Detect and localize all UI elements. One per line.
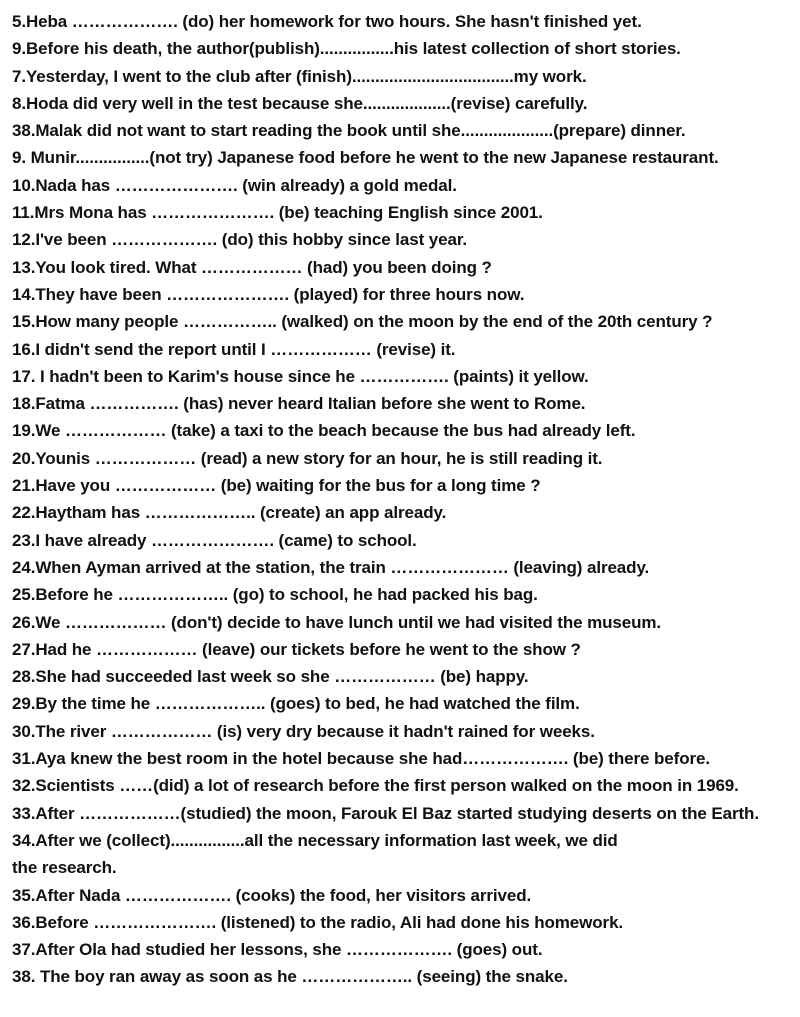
exercise-line: 37.After Ola had studied her lessons, she ………………. (goes) out. [12,940,543,960]
exercise-line: 29.By the time he ……………….. (goes) to bed, he had watched the film. [12,694,580,714]
exercise-line: 28.She had succeeded last week so she ……………… (be) happy. [12,667,529,687]
exercise-line: 38. The boy ran away as soon as he ……………….. (seeing) the snake. [12,967,568,987]
exercise-line: 12.I've been ………………. (do) this hobby since last year. [12,230,468,250]
exercise-list [12,8,790,991]
exercise-line: 8.Hoda did very well in the test because she...................(revise) carefully. [12,93,588,113]
exercise-line: 35.After Nada ………………. (cooks) the food, her visitors arrived. [12,885,532,905]
exercise-line: 16.I didn't send the report until I ……………… (revise) it. [12,339,456,359]
exercise-line: 14.They have been …………………. (played) for three hours now. [12,284,525,304]
exercise-line: 32.Scientists ……(did) a lot of research before the first person walked on the moon in 1969. [12,776,739,796]
exercise-line: 24.When Ayman arrived at the station, the train ………………… (leaving) already. [12,557,650,577]
exercise-line: 31.Aya knew the best room in the hotel because she had………………. (be) there before. [12,749,710,769]
exercise-line: 25.Before he ……………….. (go) to school, he had packed his bag. [12,585,538,605]
exercise-line: 9. Munir................(not try) Japanese food before he went to the new Japanese restaurant. [12,148,719,168]
exercise-line: 17. I hadn't been to Karim's house since he ……………. (paints) it yellow. [12,366,589,386]
exercise-line: 18.Fatma ……………. (has) never heard Italian before she went to Rome. [12,394,586,414]
exercise-line: 19.We ……………… (take) a taxi to the beach because the bus had already left. [12,421,636,441]
exercise-line-continuation: the research. [12,858,117,878]
exercise-line: 26.We ……………… (don't) decide to have lunch until we had visited the museum. [12,612,662,632]
exercise-line: 10.Nada has …………………. (win already) a gold medal. [12,175,457,195]
exercise-line: 9.Before his death, the author(publish)................his latest collection of short stories. [12,39,681,59]
exercise-line: 27.Had he ……………… (leave) our tickets before he went to the show ? [12,639,581,659]
exercise-line: 30.The river ……………… (is) very dry because it hadn't rained for weeks. [12,721,595,741]
exercise-line: 22.Haytham has ……………….. (create) an app already. [12,503,447,523]
exercise-line: 20.Younis ……………… (read) a new story for an hour, he is still reading it. [12,448,603,468]
exercise-line: 15.How many people …………….. (walked) on the moon by the end of the 20th century ? [12,312,713,332]
exercise-line: 11.Mrs Mona has …………………. (be) teaching English since 2001. [12,203,543,223]
exercise-line: 23.I have already …………………. (came) to school. [12,530,417,550]
exercise-line: 34.After we (collect)................all the necessary information last week, we did [12,830,618,850]
exercise-line: 36.Before …………………. (listened) to the radio, Ali had done his homework. [12,912,624,932]
exercise-line: 21.Have you ……………… (be) waiting for the bus for a long time ? [12,476,541,496]
exercise-line: 7.Yesterday, I went to the club after (finish)...................................my work. [12,66,587,86]
exercise-line: 33.After ………………(studied) the moon, Farouk El Baz started studying deserts on the Earth. [12,803,759,823]
exercise-line: 5.Heba ………………. (do) her homework for two hours. She hasn't finished yet. [12,12,642,31]
exercise-line: 38.Malak did not want to start reading the book until she....................(prepare) dinner. [12,121,686,141]
exercise-line: 13.You look tired. What ……………… (had) you been doing ? [12,257,492,277]
